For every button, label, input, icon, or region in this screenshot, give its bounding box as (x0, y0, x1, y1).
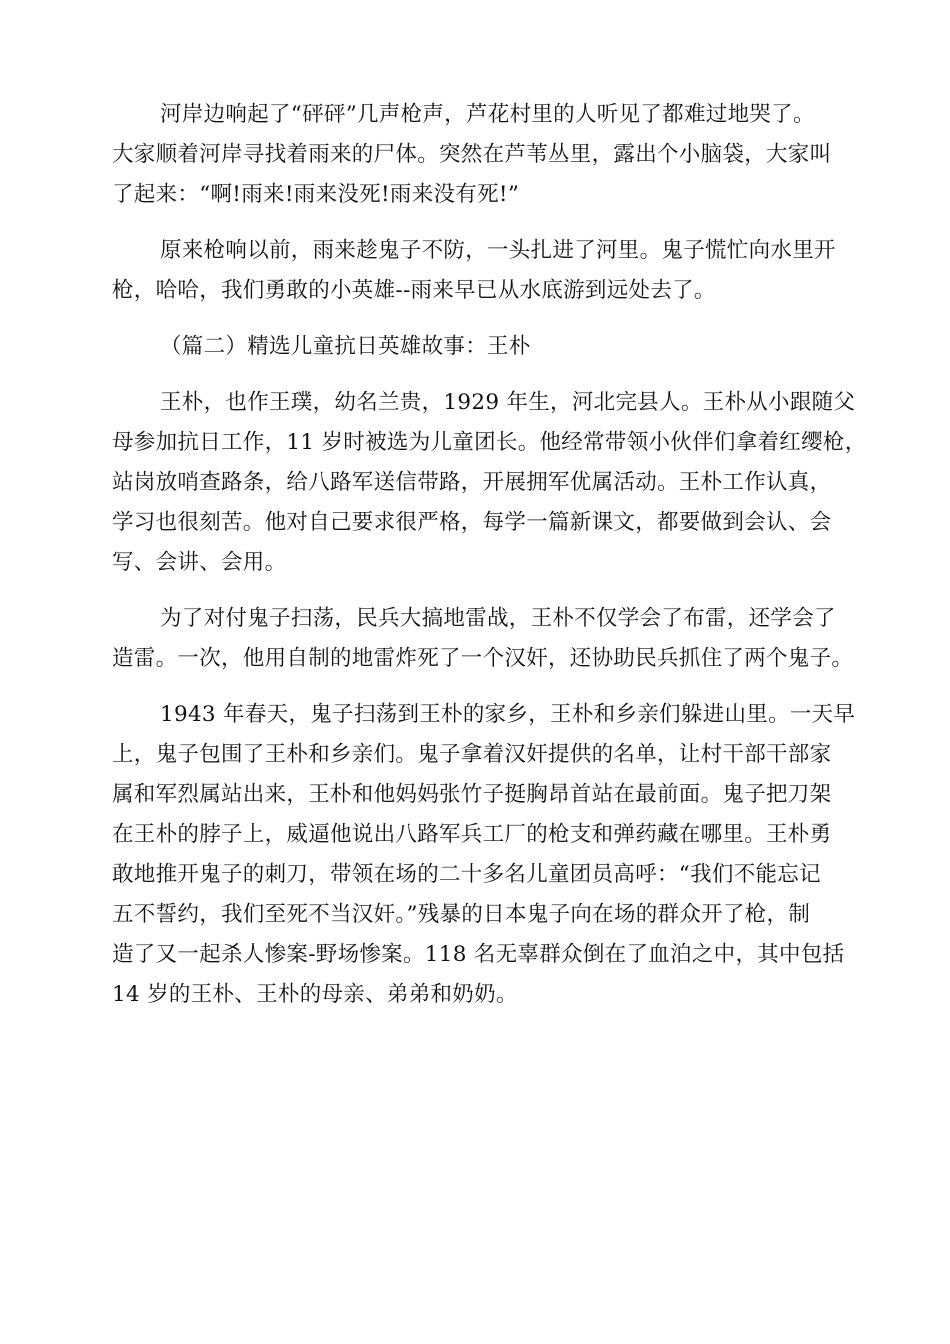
document-body (112, 95, 867, 1031)
text-line: 造了又一起杀人惨案-野场惨案。118 名无辜群众倒在了血泊之中，其中包括 (112, 942, 845, 967)
paragraph-5 (112, 695, 856, 1015)
heading-text: （篇二）精选儿童抗日英雄故事：王朴 (160, 334, 531, 359)
text-line: 在王朴的脖子上，威逼他说出八路军兵工厂的枪支和弹药藏在哪里。王朴勇 (112, 822, 832, 847)
text-line: 属和军烈属站出来，王朴和他妈妈张竹子挺胸昂首站在最前面。鬼子把刀架 (112, 782, 832, 807)
text-line: 河岸边响起了“砰砰”几声枪声，芦花村里的人听见了都难过地哭了。 (160, 102, 815, 127)
text-line: 上，鬼子包围了王朴和乡亲们。鬼子拿着汉奸提供的名单，让村干部干部家 (112, 742, 832, 767)
paragraph-3 (112, 383, 867, 583)
text-line: 母参加抗日工作，11 岁时被选为儿童团长。他经常带领小伙伴们拿着红缨枪， (112, 430, 867, 455)
text-line: 1943 年春天，鬼子扫荡到王朴的家乡，王朴和乡亲们躲进山里。一天早 (160, 702, 856, 727)
text-line: 大家顺着河岸寻找着雨来的尸体。突然在芦苇丛里，露出个小脑袋，大家叫 (112, 142, 832, 167)
text-line: 写、会讲、会用。 (112, 550, 287, 575)
text-line: 14 岁的王朴、王朴的母亲、弟弟和奶奶。 (112, 982, 518, 1007)
section-heading (112, 327, 852, 367)
text-line: 了起来：“啊!雨来!雨来没死!雨来没有死!” (112, 182, 520, 207)
text-line: 造雷。一次，他用自制的地雷炸死了一个汉奸，还协助民兵抓住了两个鬼子。 (112, 646, 854, 671)
text-line: 原来枪响以前，雨来趁鬼子不防，一头扎进了河里。鬼子慌忙向水里开 (160, 238, 836, 263)
text-line: 为了对付鬼子扫荡，民兵大搞地雷战，王朴不仅学会了布雷，还学会了 (160, 606, 836, 631)
text-line: 敢地推开鬼子的刺刀，带领在场的二十多名儿童团员高呼：“我们不能忘记 (112, 862, 821, 887)
paragraph-1 (112, 95, 852, 215)
text-line: 学习也很刻苦。他对自己要求很严格，每学一篇新课文，都要做到会认、会 (112, 510, 832, 535)
text-line: 站岗放哨查路条，给八路军送信带路，开展拥军优属活动。王朴工作认真， (112, 470, 832, 495)
text-line: 王朴，也作王璞，幼名兰贵，1929 年生，河北完县人。王朴从小跟随父 (160, 390, 856, 415)
text-line: 五不誓约，我们至死不当汉奸。”残暴的日本鬼子向在场的群众开了枪，制 (112, 902, 811, 927)
text-line: 枪，哈哈，我们勇敢的小英雄--雨来早已从水底游到远处去了。 (112, 278, 716, 303)
paragraph-2 (112, 231, 852, 311)
paragraph-4 (112, 599, 852, 679)
